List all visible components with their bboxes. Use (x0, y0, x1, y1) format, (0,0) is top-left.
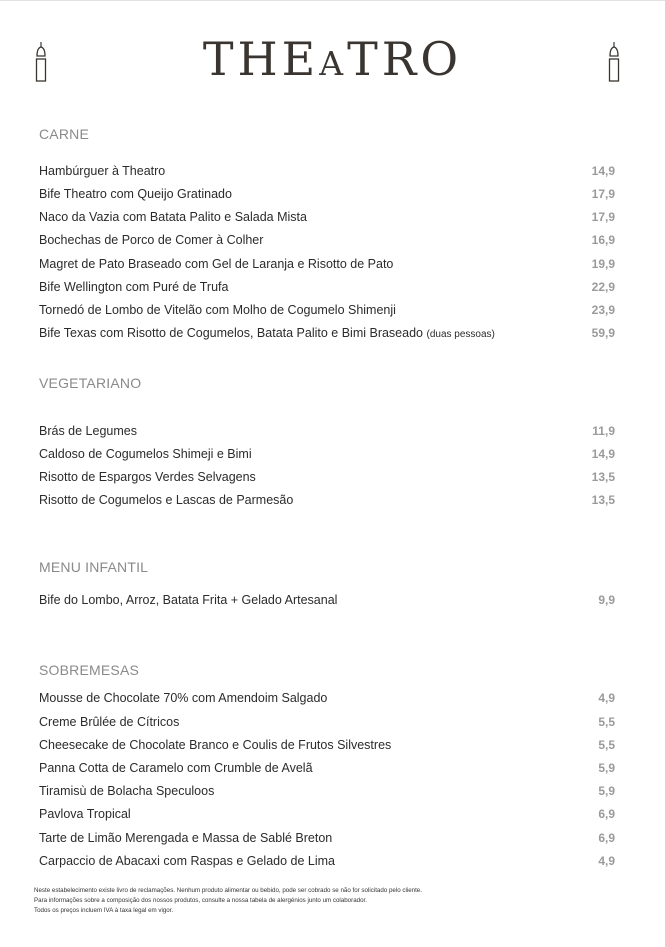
section-title-infantil: MENU INFANTIL (39, 559, 149, 575)
item-price: 14,9 (591, 447, 615, 461)
item-name: Bife do Lombo, Arroz, Batata Frita + Gelado Artesanal (39, 593, 338, 607)
menu-item (39, 784, 615, 802)
item-name: Carpaccio de Abacaxi com Raspas e Gelado de Lima (39, 854, 335, 868)
brand-part-1: THE (202, 32, 320, 86)
item-name: Naco da Vazia com Batata Palito e Salada Mista (39, 210, 307, 224)
item-price: 22,9 (591, 280, 615, 294)
item-name: Creme Brûlée de Cítricos (39, 715, 180, 729)
menu-item (39, 761, 615, 779)
item-name: Brás de Legumes (39, 424, 137, 438)
item-price: 5,9 (598, 761, 615, 775)
item-name: Tarte de Limão Merengada e Massa de Sablé Breton (39, 831, 333, 845)
menu-item (39, 257, 615, 275)
item-price: 23,9 (591, 303, 615, 317)
menu-item (39, 807, 615, 825)
menu-item (39, 831, 615, 849)
menu-item (39, 326, 615, 344)
brand-logo (0, 32, 665, 86)
item-price: 5,5 (598, 738, 615, 752)
menu-item (39, 854, 615, 872)
item-price: 4,9 (598, 691, 615, 705)
menu-item (39, 593, 615, 611)
menu-item (39, 164, 615, 182)
item-name: Pavlova Tropical (39, 807, 131, 821)
menu-item (39, 691, 615, 709)
item-price: 14,9 (591, 164, 615, 178)
item-name: Mousse de Chocolate 70% com Amendoim Salgado (39, 691, 328, 705)
item-price: 5,5 (598, 715, 615, 729)
item-price: 6,9 (598, 831, 615, 845)
item-name: Risotto de Cogumelos e Lascas de Parmesão (39, 493, 294, 507)
brand-part-2: A (319, 44, 348, 83)
item-name: Panna Cotta de Caramelo com Crumble de Avelã (39, 761, 313, 775)
item-price: 11,9 (592, 424, 615, 438)
item-price: 19,9 (591, 257, 615, 271)
top-divider (0, 0, 665, 1)
item-name: Risotto de Espargos Verdes Selvagens (39, 470, 256, 484)
item-name: Magret de Pato Braseado com Gel de Laranja e Risotto de Pato (39, 257, 394, 271)
menu-item (39, 738, 615, 756)
item-name: Tiramisù de Bolacha Speculoos (39, 784, 215, 798)
footer-line: Todos os preços incluem IVA à taxa legal em vigor. (34, 907, 174, 914)
item-name-text: Bife Texas com Risotto de Cogumelos, Batata Palito e Bimi Braseado (39, 326, 423, 340)
menu-item (39, 210, 615, 228)
section-title-carne: CARNE (39, 126, 90, 142)
item-price: 13,5 (591, 470, 615, 484)
brand-part-3: TRO (347, 32, 463, 86)
item-price: 17,9 (591, 210, 615, 224)
item-name: Bife Theatro com Queijo Gratinado (39, 187, 232, 201)
menu-item (39, 424, 615, 442)
item-price: 17,9 (591, 187, 615, 201)
item-price: 6,9 (598, 807, 615, 821)
menu-item (39, 187, 615, 205)
menu-item (39, 715, 615, 733)
footer-line: Neste estabelecimento existe livro de reclamações. Nenhum produto alimentar ou bebido, pode ser cobrado se não for solicitado pelo cliente. (34, 887, 422, 894)
item-price: 4,9 (598, 854, 615, 868)
legal-footer (34, 886, 422, 916)
item-price: 9,9 (598, 593, 615, 607)
item-name (39, 326, 495, 340)
item-price: 59,9 (591, 326, 615, 340)
lamp-icon (608, 42, 620, 82)
menu-item (39, 447, 615, 465)
menu-item (39, 303, 615, 321)
section-title-sobremesas: SOBREMESAS (39, 662, 140, 678)
menu-item (39, 233, 615, 251)
item-name: Tornedó de Lombo de Vitelão com Molho de Cogumelo Shimenji (39, 303, 396, 317)
item-price: 5,9 (598, 784, 615, 798)
item-price: 16,9 (591, 233, 615, 247)
item-price: 13,5 (591, 493, 615, 507)
item-name: Bife Wellington com Puré de Trufa (39, 280, 229, 294)
item-name: Bochechas de Porco de Comer à Colher (39, 233, 264, 247)
menu-item (39, 470, 615, 488)
item-name: Hambúrguer à Theatro (39, 164, 166, 178)
menu-item (39, 493, 615, 511)
item-name: Cheesecake de Chocolate Branco e Coulis de Frutos Silvestres (39, 738, 392, 752)
footer-line: Para informações sobre a composição dos nossos produtos, consulte a nossa tabela de alergénios junto um colaborador. (34, 897, 367, 904)
item-note: (duas pessoas) (426, 329, 495, 340)
item-name: Caldoso de Cogumelos Shimeji e Bimi (39, 447, 252, 461)
section-title-vegetariano: VEGETARIANO (39, 375, 142, 391)
menu-item (39, 280, 615, 298)
